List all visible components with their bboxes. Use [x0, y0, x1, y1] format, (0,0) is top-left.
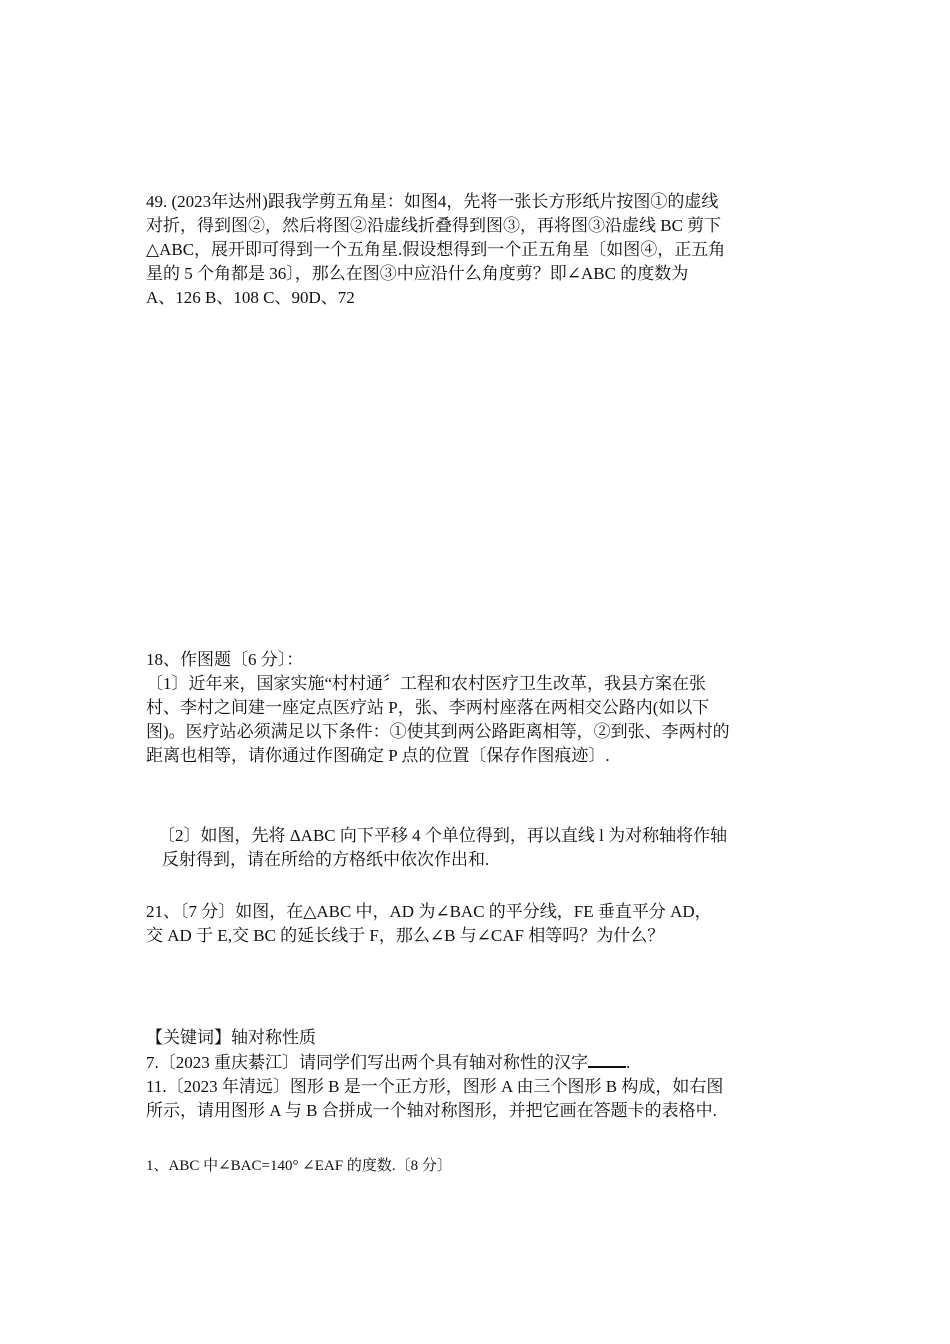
- q49-line-1: 49. (2023年达州)跟我学剪五角星：如图4，先将一张长方形纸片按图①的虚线: [146, 192, 719, 211]
- q18-line-2: 村、李村之间建一座定点医疗站 P，张、李两村座落在两相交公路内(如以下: [146, 698, 710, 717]
- q49-line-4: 星的 5 个角都是 36〕，那么在图③中应沿什么角度剪？即∠ABC 的度数为: [146, 264, 689, 283]
- q7-answer-blank[interactable]: [588, 1050, 626, 1068]
- q18-heading: 18、作图题〔6 分〕：: [146, 650, 304, 669]
- q7-text: 7.〔2023 重庆綦江〕请同学们写出两个具有轴对称性的汉字: [146, 1053, 588, 1072]
- keywords-heading: 【关键词】轴对称性质: [146, 1028, 316, 1047]
- question-18-part-2: [158, 824, 823, 872]
- q21-line-2: 交 AD 于 E,交 BC 的延长线于 F，那么∠B 与∠CAF 相等吗？为什么？: [146, 926, 665, 945]
- question-49: [146, 190, 811, 310]
- q11-line-1: 11.〔2023 年清远〕图形 B 是一个正方形，图形 A 由三个图形 B 构成，如右图: [146, 1077, 724, 1096]
- q49-options: A、126 B、108 C、90D、72: [146, 288, 355, 307]
- q1-text: 1、ABC 中∠BAC=140° ∠EAF 的度数.〔8 分〕: [146, 1158, 452, 1174]
- question-1: [146, 1154, 811, 1178]
- q49-line-3: △ABC，展开即可得到一个五角星.假设想得到一个正五角星〔如图④，正五角: [146, 240, 726, 259]
- q18-line-1: 〔1〕近年来，国家实施“村村通〞工程和农村医疗卫生改革，我县方案在张: [146, 674, 707, 693]
- q18-line-3: 图)。医疗站必须满足以下条件：①使其到两公路距离相等，②到张、李两村的: [146, 722, 730, 741]
- q11-line-2: 所示，请用图形 A 与 B 合拼成一个轴对称图形，并把它画在答题卡的表格中.: [146, 1101, 717, 1120]
- q7-period: .: [626, 1053, 631, 1072]
- q21-line-1: 21、〔7 分〕如图，在△ABC 中，AD 为∠BAC 的平分线，FE 垂直平分 AD，: [146, 902, 712, 921]
- q18-part2-line-1: 〔2〕如图，先将 ΔABC 向下平移 4 个单位得到，再以直线 l 为对称轴将作轴: [158, 826, 728, 845]
- q49-line-2: 对折，得到图②，然后将图②沿虚线折叠得到图③，再将图③沿虚线 BC 剪下: [146, 216, 722, 235]
- q18-line-4: 距离也相等，请你通过作图确定 P 点的位置〔保存作图痕迹〕.: [146, 746, 610, 765]
- q18-part2-line-2: 反射得到，请在所给的方格纸中依次作出和.: [162, 850, 490, 869]
- question-18: [146, 648, 811, 768]
- question-21: [146, 900, 811, 948]
- q7-line: [146, 1050, 811, 1075]
- keywords-section: [146, 1026, 811, 1123]
